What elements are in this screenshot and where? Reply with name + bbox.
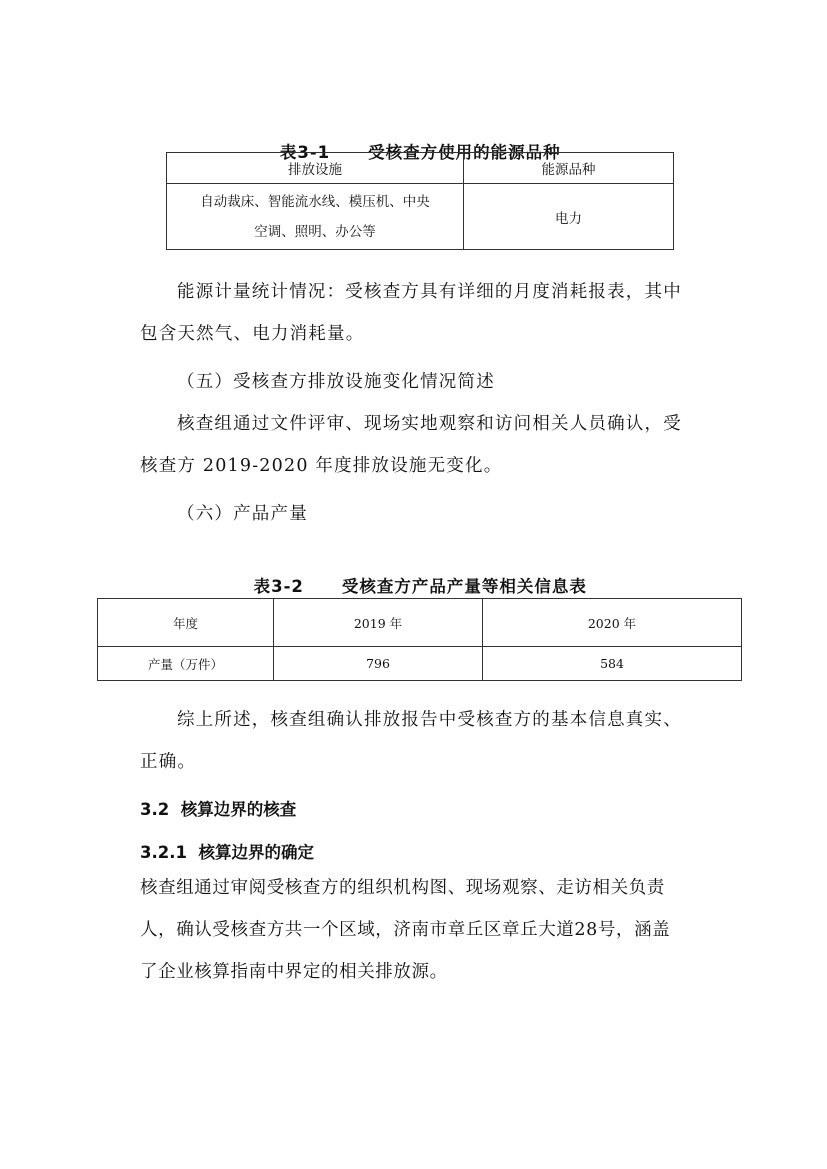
table-3-2-caption [0, 554, 827, 597]
paragraph-line: 能源计量统计情况：受核查方具有详细的月度消耗报表，其中 [177, 282, 682, 302]
table-3-1-title: 受核查方使用的能源品种 [368, 143, 561, 162]
paragraph-line: 综上所述，核查组确认排放报告中受核查方的基本信息真实、 [177, 710, 682, 730]
summary-paragraph [140, 699, 705, 783]
table-cell-energy: 电力 [464, 184, 674, 250]
facility-change-paragraph [140, 403, 705, 487]
table-header-cell: 2019 年 [274, 599, 483, 647]
table-cell: 584 [483, 647, 742, 681]
product-output-table [97, 598, 742, 681]
table-3-2-number: 表3-2 [253, 577, 304, 596]
section-3-2-heading: 3.2 核算边界的核查 [140, 800, 297, 819]
table-row [98, 599, 742, 647]
paragraph-line: 正确。 [140, 752, 197, 772]
paragraph-line: 包含天然气、电力消耗量。 [140, 324, 365, 344]
table-row [98, 647, 742, 681]
paragraph-line: 核查组通过审阅受核查方的组织机构图、现场观察、走访相关负责 [140, 878, 665, 898]
boundary-paragraph [140, 867, 720, 993]
energy-type-table [166, 152, 674, 250]
facility-line: 自动裁床、智能流水线、模压机、中央 [200, 193, 430, 210]
table-cell-facilities [167, 184, 464, 250]
paragraph-line: 了企业核算指南中界定的相关排放源。 [140, 962, 448, 982]
table-3-2-title: 受核查方产品产量等相关信息表 [341, 577, 587, 596]
energy-metering-paragraph [140, 271, 705, 355]
paragraph-line: 人，确认受核查方共一个区域，济南市章丘区章丘大道28号，涵盖 [140, 920, 671, 940]
subsection-five-heading: （五）受核查方排放设施变化情况简述 [177, 372, 495, 392]
paragraph-line: 核查组通过文件评审、现场实地观察和访问相关人员确认，受 [177, 414, 682, 434]
paragraph-line: 核查方 2019-2020 年度排放设施无变化。 [140, 456, 503, 476]
table-row [167, 184, 674, 250]
section-3-2-1-heading: 3.2.1 核算边界的确定 [140, 843, 314, 862]
subsection-six-heading: （六）产品产量 [177, 504, 308, 524]
table-cell: 产量（万件） [98, 647, 274, 681]
table-cell: 796 [274, 647, 483, 681]
table-header-cell: 2020 年 [483, 599, 742, 647]
table-header-cell: 年度 [98, 599, 274, 647]
facility-line: 空调、照明、办公等 [254, 223, 376, 240]
table-3-1-number: 表3-1 [279, 143, 331, 162]
table-header-cell: 能源品种 [464, 153, 674, 184]
table-header-cell: 排放设施 [167, 153, 464, 184]
table-row [167, 153, 674, 184]
